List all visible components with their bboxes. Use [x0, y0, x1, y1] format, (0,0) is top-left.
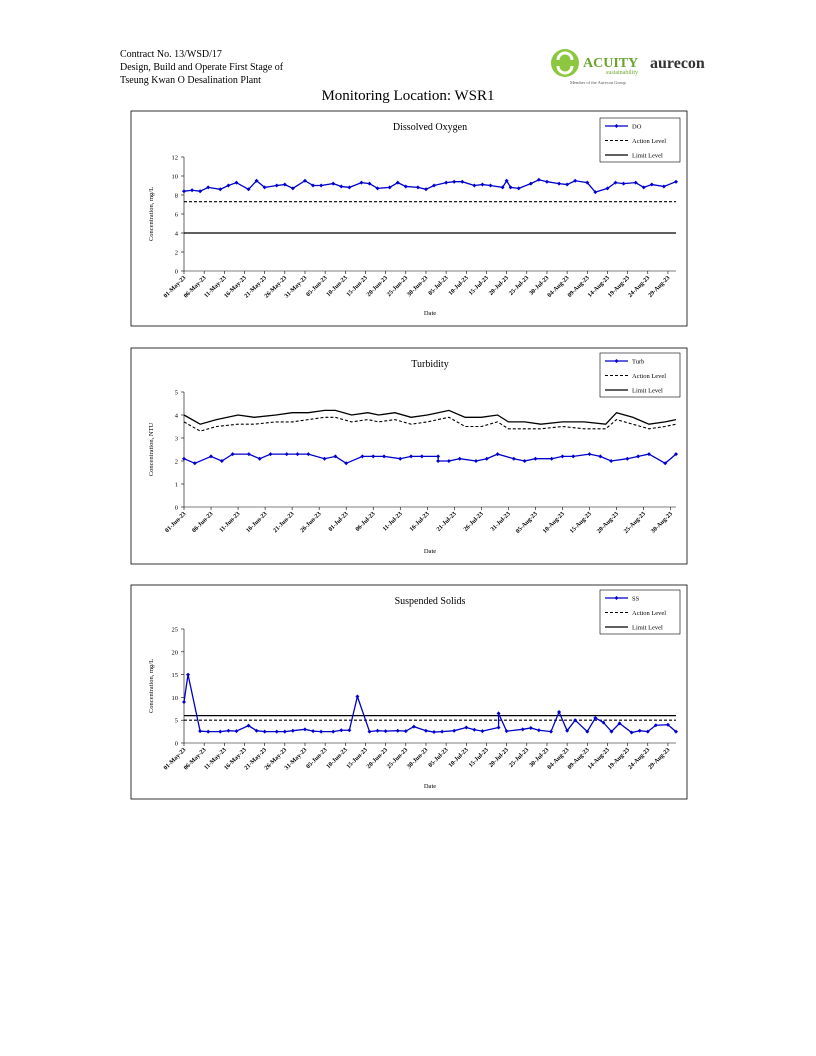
legend-label: DO: [632, 123, 642, 131]
x-tick-label: 11-May-23: [202, 274, 228, 300]
y-tick-label: 2: [174, 458, 178, 466]
y-tick-label: 6: [174, 211, 178, 219]
x-tick-label: 01-May-23: [162, 746, 188, 772]
legend-label: SS: [632, 595, 640, 603]
x-tick-label: 05-Aug-23: [514, 510, 539, 535]
x-axis-label: Date: [423, 310, 437, 317]
y-tick-label: 15: [171, 672, 178, 680]
x-tick-label: 09-Aug-23: [566, 274, 591, 299]
x-tick-label: 25-Jul-23: [507, 746, 531, 769]
x-tick-label: 16-May-23: [222, 746, 248, 772]
x-tick-label: 01-Jul-23: [327, 510, 350, 533]
x-tick-label: 21-May-23: [242, 746, 269, 772]
x-axis-label: Date: [423, 783, 437, 790]
x-tick-label: 25-Jul-23: [507, 274, 531, 297]
y-tick-label: 0: [174, 268, 178, 276]
x-tick-label: 15-Jul-23: [467, 274, 490, 297]
x-tick-label: 06-Jun-23: [190, 510, 215, 535]
x-tick-label: 11-Jul-23: [381, 510, 404, 533]
legend-label: Action Level: [632, 610, 667, 617]
x-tick-label: 20-Jun-23: [365, 274, 390, 299]
x-tick-label: 01-Jun-23: [163, 510, 188, 535]
dissolved-oxygen-chart: [131, 111, 687, 326]
x-tick-label: 25-Aug-23: [622, 510, 647, 535]
x-tick-label: 05-Jul-23: [427, 274, 450, 297]
y-tick-label: 0: [174, 504, 178, 512]
x-tick-label: 11-May-23: [202, 746, 228, 772]
x-tick-label: 30-Jul-23: [527, 274, 551, 297]
acuity-member-note: Member of the Aurecon Group: [570, 80, 626, 85]
x-tick-label: 21-Jun-23: [271, 510, 296, 535]
y-tick-label: 20: [171, 649, 178, 657]
x-tick-label: 29-Aug-23: [646, 746, 672, 771]
x-tick-label: 15-Jun-23: [345, 746, 369, 771]
legend-label: Limit Level: [632, 152, 663, 160]
turbidity-chart: [131, 348, 687, 564]
x-tick-label: 20-Aug-23: [595, 510, 620, 535]
page-title: Monitoring Location: WSR1: [321, 88, 495, 104]
y-tick-label: 4: [174, 230, 178, 238]
x-tick-label: 11-Jun-23: [218, 510, 242, 534]
x-tick-label: 14-Aug-23: [586, 274, 611, 299]
x-tick-label: 31-May-23: [283, 274, 309, 300]
x-tick-label: 06-May-23: [182, 746, 208, 772]
x-tick-label: 26-Jun-23: [298, 510, 323, 535]
y-tick-label: 5: [174, 389, 178, 397]
acuity-wordmark: ACUITY: [583, 56, 639, 71]
x-tick-label: 16-May-23: [222, 274, 248, 300]
x-tick-label: 15-Jun-23: [345, 274, 369, 299]
suspended-solids-chart: [131, 585, 687, 799]
x-tick-label: 30-Jul-23: [527, 746, 551, 769]
y-tick-label: 1: [174, 481, 178, 489]
x-tick-label: 21-Jul-23: [435, 510, 458, 533]
x-tick-label: 09-Aug-23: [566, 746, 591, 771]
x-tick-label: 05-Jul-23: [427, 746, 450, 769]
x-tick-label: 05-Jun-23: [304, 274, 329, 299]
chart-title: Turbidity: [411, 359, 449, 370]
x-tick-label: 10-Jul-23: [447, 274, 470, 297]
chart-title: Suspended Solids: [394, 596, 466, 607]
y-tick-label: 2: [174, 249, 178, 257]
y-tick-label: 5: [174, 717, 178, 725]
x-tick-label: 25-Jun-23: [385, 746, 410, 771]
contract-number: Contract No. 13/WSD/17: [120, 49, 222, 60]
acuity-tagline: sustainability: [606, 70, 638, 76]
x-tick-label: 10-Jun-23: [325, 274, 349, 299]
x-tick-label: 20-Jul-23: [487, 746, 511, 769]
y-tick-label: 3: [174, 435, 178, 443]
x-tick-label: 06-May-23: [182, 274, 208, 300]
x-tick-label: 20-Jun-23: [365, 746, 390, 771]
legend-label: Limit Level: [632, 624, 663, 632]
x-tick-label: 26-May-23: [263, 746, 289, 772]
x-tick-label: 16-Jun-23: [244, 510, 269, 535]
x-tick-label: 19-Aug-23: [606, 746, 632, 771]
chart-title: Dissolved Oxygen: [392, 122, 468, 133]
y-tick-label: 8: [174, 192, 178, 200]
x-tick-label: 04-Aug-23: [546, 746, 571, 771]
x-tick-label: 06-Jul-23: [354, 510, 377, 533]
x-tick-label: 30-Jun-23: [405, 274, 430, 299]
contract-description-line1: Design, Build and Operate First Stage of: [120, 62, 284, 73]
x-axis-label: Date: [423, 548, 437, 555]
x-tick-label: 04-Aug-23: [546, 274, 571, 299]
y-tick-label: 10: [171, 694, 178, 702]
x-tick-label: 15-Jul-23: [467, 746, 490, 769]
y-tick-label: 0: [174, 740, 178, 748]
x-tick-label: 10-Jul-23: [447, 746, 470, 769]
x-tick-label: 19-Aug-23: [606, 274, 632, 299]
x-tick-label: 01-May-23: [162, 274, 188, 300]
contract-description-line2: Tseung Kwan O Desalination Plant: [120, 75, 261, 86]
x-tick-label: 26-May-23: [263, 274, 289, 300]
x-tick-label: 29-Aug-23: [646, 274, 672, 299]
x-tick-label: 05-Jun-23: [304, 746, 329, 771]
x-tick-label: 15-Aug-23: [568, 510, 593, 535]
legend-label: Limit Level: [632, 387, 663, 395]
x-tick-label: 10-Aug-23: [541, 510, 566, 535]
y-tick-label: 4: [174, 412, 178, 420]
x-tick-label: 25-Jun-23: [385, 274, 410, 299]
x-tick-label: 24-Aug-23: [626, 274, 652, 299]
x-tick-label: 30-Aug-23: [649, 510, 675, 535]
x-tick-label: 24-Aug-23: [626, 746, 652, 771]
x-tick-label: 30-Jun-23: [405, 746, 430, 771]
legend-label: Turb: [632, 358, 645, 366]
y-tick-label: 10: [171, 173, 178, 181]
y-tick-label: 25: [171, 626, 178, 634]
y-axis-label: Concentration, mg/L: [148, 186, 155, 242]
y-axis-label: Concentration, mg/L: [148, 658, 155, 714]
legend-label: Action Level: [632, 373, 667, 380]
y-tick-label: 12: [171, 154, 178, 162]
x-tick-label: 31-May-23: [283, 746, 309, 772]
y-axis-label: Concentration, NTU: [148, 422, 155, 477]
legend-label: Action Level: [632, 138, 667, 145]
x-tick-label: 16-Jul-23: [408, 510, 431, 533]
aurecon-logo: aurecon: [650, 55, 705, 72]
x-tick-label: 31-Jul-23: [489, 510, 512, 533]
x-tick-label: 26-Jul-23: [462, 510, 485, 533]
x-tick-label: 14-Aug-23: [586, 746, 611, 771]
x-tick-label: 20-Jul-23: [487, 274, 511, 297]
x-tick-label: 10-Jun-23: [325, 746, 349, 771]
x-tick-label: 21-May-23: [242, 274, 269, 300]
